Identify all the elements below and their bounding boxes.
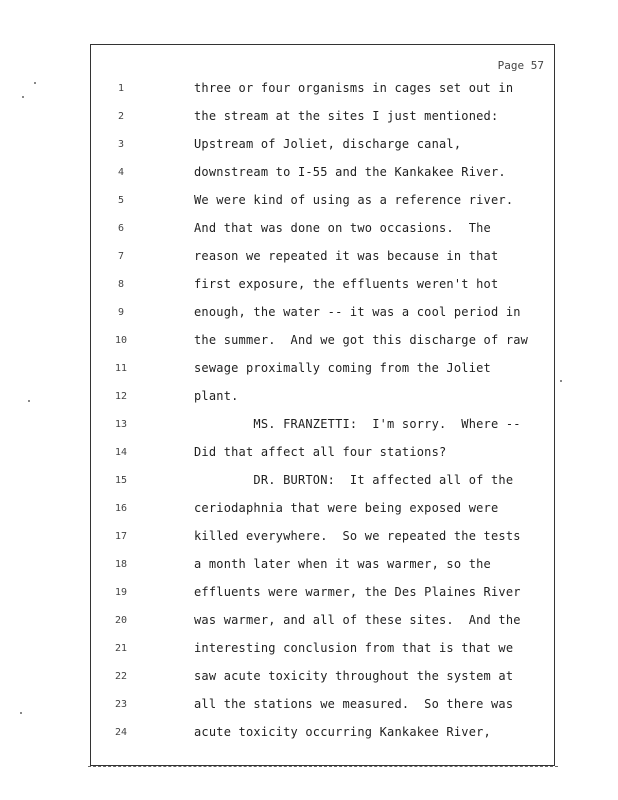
line-text: first exposure, the effluents weren't hot — [194, 277, 499, 291]
line-text: the summer. And we got this discharge of raw — [194, 333, 529, 347]
line-text: all the stations we measured. So there was — [194, 697, 514, 711]
line-text: interesting conclusion from that is that we — [194, 641, 514, 655]
transcript-page — [90, 44, 555, 766]
line-number: 11 — [114, 363, 128, 374]
line-text: saw acute toxicity throughout the system at — [194, 669, 514, 683]
line-number: 4 — [117, 167, 125, 178]
line-text: ceriodaphnia that were being exposed were — [194, 501, 499, 515]
line-number: 16 — [114, 503, 128, 514]
scan-speck — [28, 400, 30, 402]
line-text: We were kind of using as a reference river. — [194, 193, 514, 207]
line-text: sewage proximally coming from the Joliet — [194, 361, 491, 375]
line-text: And that was done on two occasions. The — [194, 221, 491, 235]
line-number: 6 — [117, 223, 125, 234]
line-text: reason we repeated it was because in that — [194, 249, 499, 263]
line-number: 1 — [117, 83, 125, 94]
line-text: killed everywhere. So we repeated the tests — [194, 529, 521, 543]
line-number: 20 — [114, 615, 128, 626]
line-text: enough, the water -- it was a cool period in — [194, 305, 521, 319]
scan-speck — [20, 712, 22, 714]
line-number: 23 — [114, 699, 128, 710]
line-number: 17 — [114, 531, 128, 542]
line-number: 9 — [117, 307, 125, 318]
line-number: 10 — [114, 335, 128, 346]
line-number: 21 — [114, 643, 128, 654]
line-number: 3 — [117, 139, 125, 150]
line-text: a month later when it was warmer, so the — [194, 557, 491, 571]
page-number: Page 57 — [497, 59, 544, 72]
line-number: 5 — [117, 195, 125, 206]
line-number: 12 — [114, 391, 128, 402]
line-text: the stream at the sites I just mentioned: — [194, 109, 499, 123]
scan-speck — [22, 96, 24, 98]
line-text: MS. FRANZETTI: I'm sorry. Where -- — [194, 417, 521, 431]
line-text: plant. — [194, 389, 239, 403]
line-number: 24 — [114, 727, 128, 738]
line-text: effluents were warmer, the Des Plaines River — [194, 585, 521, 599]
line-number: 13 — [114, 419, 128, 430]
line-text: Did that affect all four stations? — [194, 445, 447, 459]
scan-speck — [34, 82, 36, 84]
line-text: acute toxicity occurring Kankakee River, — [194, 725, 491, 739]
line-text: was warmer, and all of these sites. And the — [194, 613, 521, 627]
line-number: 22 — [114, 671, 128, 682]
line-number: 18 — [114, 559, 128, 570]
line-text: Upstream of Joliet, discharge canal, — [194, 137, 462, 151]
line-number: 7 — [117, 251, 125, 262]
line-number: 19 — [114, 587, 128, 598]
line-text: DR. BURTON: It affected all of the — [194, 473, 514, 487]
line-number: 2 — [117, 111, 125, 122]
bottom-rule — [88, 766, 558, 767]
line-number: 15 — [114, 475, 128, 486]
line-number: 14 — [114, 447, 128, 458]
line-number: 8 — [117, 279, 125, 290]
line-text: downstream to I-55 and the Kankakee River. — [194, 165, 506, 179]
scan-speck — [560, 380, 562, 382]
line-text: three or four organisms in cages set out in — [194, 81, 514, 95]
